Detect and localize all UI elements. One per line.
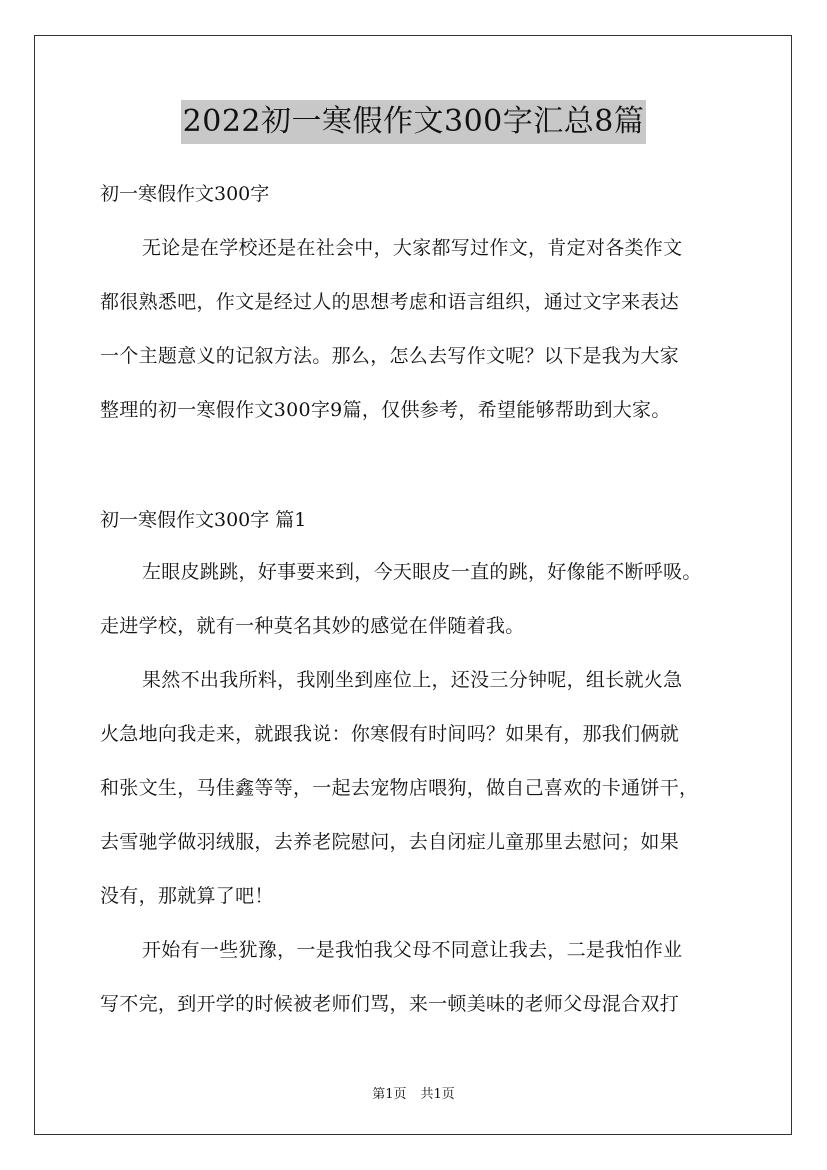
text-line: 一个主题意义的记叙方法。那么，怎么去写作文呢？以下是我为大家: [100, 345, 680, 367]
essay-paragraph-3: [100, 923, 740, 1031]
text-line: 整理的初一寒假作文300字9篇，仅供参考，希望能够帮助到大家。: [100, 399, 671, 421]
intro-paragraph: [100, 221, 740, 437]
text-line: 写不完，到开学的时候被老师们骂，来一顿美味的老师父母混合双打: [100, 993, 680, 1015]
page-total: 共1页: [420, 1087, 455, 1102]
section-heading: 初一寒假作文300字: [100, 183, 270, 205]
text-line: 走进学校，就有一种莫名其妙的感觉在伴随着我。: [100, 615, 525, 637]
text-line: 火急地向我走来，就跟我说：你寒假有时间吗？如果有，那我们俩就: [100, 723, 680, 745]
essay-heading: 初一寒假作文300字 篇1: [100, 509, 307, 531]
text-line: 开始有一些犹豫，一是我怕我父母不同意让我去，二是我怕作业: [142, 939, 683, 961]
essay-paragraph-1: [100, 545, 740, 653]
text-line: 都很熟悉吧，作文是经过人的思想考虑和语言组织，通过文字来表达: [100, 291, 680, 313]
document-title-wrap: [0, 100, 827, 144]
essay-paragraph-2: [100, 653, 740, 923]
text-line: 果然不出我所料，我刚坐到座位上，还没三分钟呢，组长就火急: [142, 669, 683, 691]
text-line: 和张文生，马佳鑫等等，一起去宠物店喂狗，做自己喜欢的卡通饼干，: [100, 777, 699, 799]
text-line: 去雪驰学做羽绒服，去养老院慰问，去自闭症儿童那里去慰问；如果: [100, 831, 680, 853]
page-footer: [0, 1083, 827, 1102]
page-number: 第1页: [372, 1087, 407, 1102]
text-line: 左眼皮跳跳，好事要来到，今天眼皮一直的跳，好像能不断呼吸。: [142, 561, 702, 583]
text-line: 无论是在学校还是在社会中，大家都写过作文，肯定对各类作文: [142, 237, 683, 259]
text-line: 没有，那就算了吧！: [100, 885, 274, 907]
document-title: 2022初一寒假作文300字汇总8篇: [181, 100, 647, 144]
